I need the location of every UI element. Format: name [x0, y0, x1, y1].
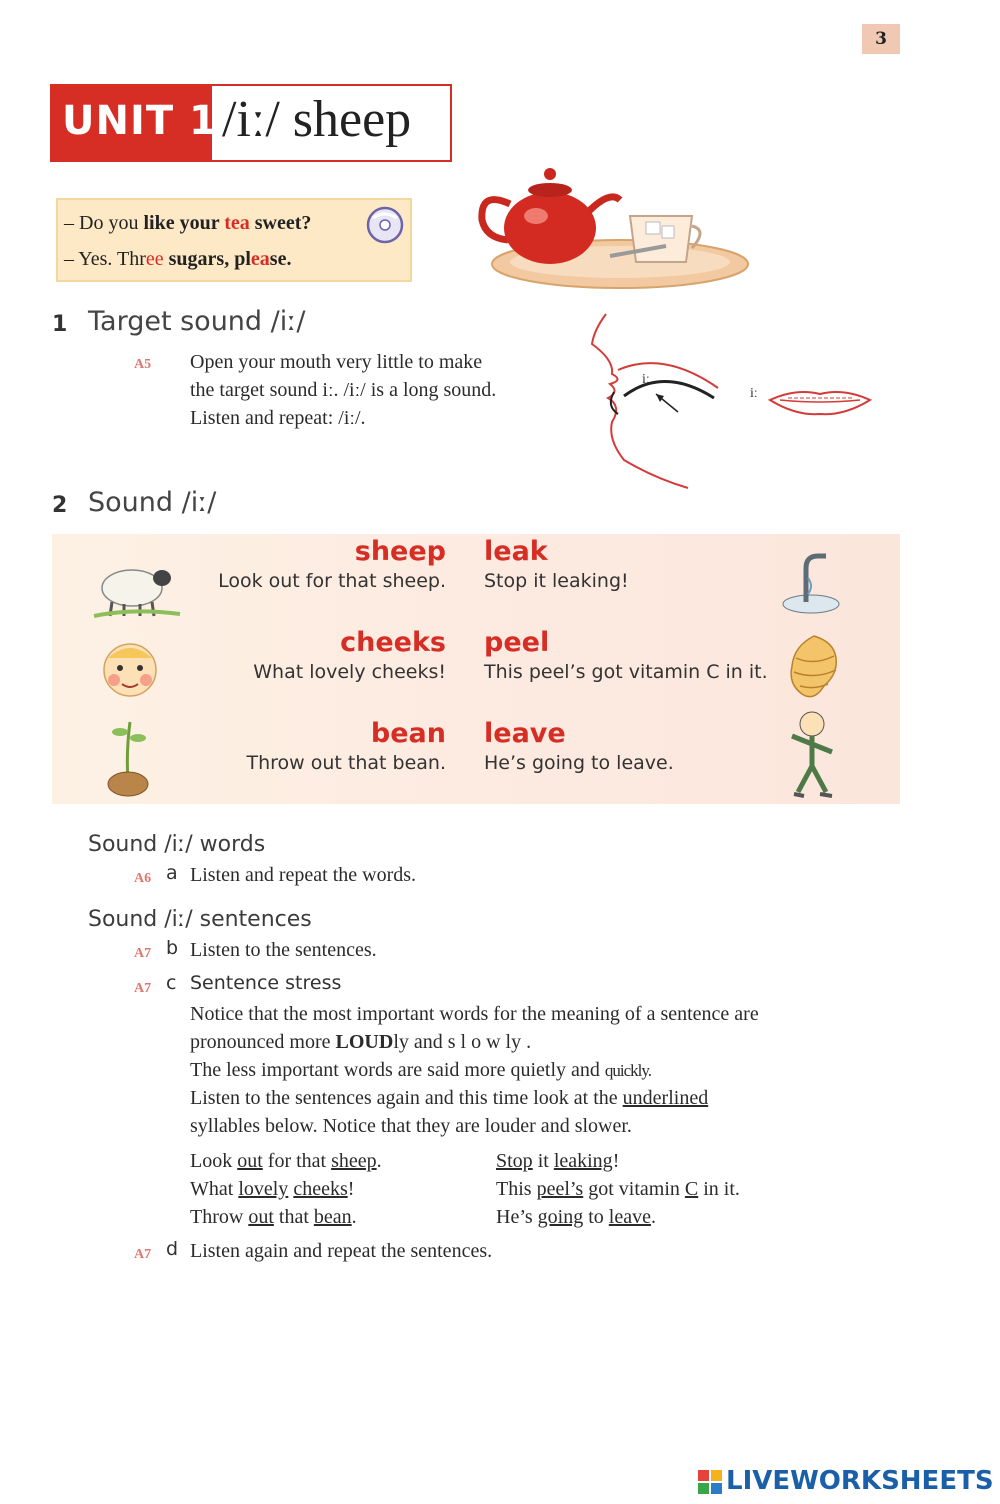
exercise-d-letter: d	[166, 1238, 179, 1260]
paragraph-text: Listen to the sentences again and this time look at the	[190, 1087, 623, 1109]
section-1-number: 1	[52, 312, 68, 337]
sentence-text: What	[190, 1178, 239, 1200]
sentence-text: got vitamin	[583, 1178, 685, 1200]
stress-sentences-left	[190, 1147, 382, 1231]
stressed-syllable: out	[237, 1150, 263, 1172]
exercise-a-letter: a	[166, 862, 178, 884]
sentence-text: .	[351, 1206, 357, 1228]
boy-leaving-icon	[780, 708, 842, 800]
phrase-cheeks: What lovely cheeks!	[253, 661, 446, 683]
dialogue-highlight: ee	[145, 248, 164, 270]
stressed-syllable: out	[248, 1206, 274, 1228]
leaking-tap-icon	[778, 546, 844, 616]
unit-label: UNIT 1	[62, 98, 218, 144]
stressed-syllable: Stop	[496, 1150, 533, 1172]
word-cheeks: cheeks	[340, 627, 446, 658]
sentence-text: that	[273, 1206, 314, 1228]
teapot-illustration	[470, 160, 752, 292]
exercise-d-text-part: Listen again and	[190, 1240, 328, 1262]
stress-sentence-left-3	[190, 1203, 382, 1231]
stressed-syllable: cheeks	[293, 1178, 348, 1200]
phrase-bean: Throw out that bean.	[246, 752, 446, 774]
stress-sentence-left-2	[190, 1175, 382, 1203]
underlined-word: underlined	[622, 1087, 709, 1109]
lips-label: iː	[750, 386, 758, 401]
bean-sprout-icon	[104, 712, 156, 798]
sentence-text: He’s	[496, 1206, 538, 1228]
sentence-text: This	[496, 1178, 537, 1200]
dialogue-text: – Do you	[64, 212, 144, 234]
stressed-syllable: leaking	[553, 1150, 613, 1172]
stress-paragraph-line-1: Notice that the most important words for the meaning of a sentence are	[190, 1003, 759, 1025]
watermark-rest: WORKSHEETS	[790, 1466, 994, 1496]
stress-sentence-right-1	[496, 1147, 740, 1175]
stressed-syllable: peel’s	[536, 1178, 584, 1200]
sentence-text: .	[650, 1206, 656, 1228]
sheep-icon	[92, 558, 182, 620]
section-2-number: 2	[52, 493, 68, 518]
section-1-text-line-2: the target sound iː. /iː/ is a long sound.	[190, 379, 497, 401]
audio-cd-icon	[364, 204, 406, 246]
audio-track-a6[interactable]: A6	[134, 871, 152, 886]
dialogue-highlight: tea	[224, 212, 250, 234]
audio-track-a7-c[interactable]: A7	[134, 981, 152, 996]
exercise-c-letter: c	[166, 972, 177, 994]
paragraph-text: The less important words are said more quietly and	[190, 1059, 605, 1081]
word-sheep: sheep	[354, 536, 446, 567]
section-1-title: Target sound /iː/	[88, 306, 306, 337]
section-1-text-line-3: Listen and repeat: /iː/.	[190, 407, 366, 429]
stressed-syllable: lovely	[238, 1178, 289, 1200]
sentence-text: in it.	[698, 1178, 740, 1200]
sentence-text: !	[612, 1150, 620, 1172]
dialogue-text: sugars, pl	[163, 248, 251, 270]
paragraph-text: ly and	[393, 1031, 448, 1053]
mouth-diagram-icon	[584, 310, 734, 492]
quickly-word: quickly.	[604, 1061, 652, 1080]
stress-sentence-right-3	[496, 1203, 740, 1231]
word-leak: leak	[484, 536, 548, 567]
stress-paragraph-line-3	[190, 1056, 651, 1085]
word-bean: bean	[370, 718, 446, 749]
audio-track-a7-d[interactable]: A7	[134, 1247, 152, 1262]
exercise-b-letter: b	[166, 937, 179, 959]
sound-words-title: Sound /iː/ words	[88, 832, 266, 857]
sentence-text: Look	[190, 1150, 238, 1172]
dialogue-text: like your	[143, 212, 225, 234]
watermark-prefix: LIVE	[726, 1466, 791, 1496]
section-2-title: Sound /iː/	[88, 487, 217, 518]
dialogue-text: sweet?	[249, 212, 312, 234]
dialogue-line-2	[64, 248, 291, 271]
stress-paragraph-line-4	[190, 1084, 708, 1112]
phrase-leak: Stop it leaking!	[484, 570, 629, 592]
dialogue-line-1	[64, 212, 311, 235]
stress-sentence-left-1	[190, 1147, 382, 1175]
audio-track-a7-b[interactable]: A7	[134, 946, 152, 961]
stressed-syllable: bean	[313, 1206, 352, 1228]
dialogue-highlight: ea	[250, 248, 270, 270]
stressed-syllable: leave	[608, 1206, 651, 1228]
liveworksheets-logo-icon	[698, 1470, 722, 1494]
cheeks-face-icon	[100, 638, 160, 700]
sentence-text: to	[583, 1206, 609, 1228]
slowly-word: s l o w ly .	[447, 1031, 532, 1053]
audio-track-a5[interactable]: A5	[134, 357, 152, 372]
exercise-d-text	[190, 1237, 492, 1265]
word-peel: peel	[484, 627, 550, 658]
paragraph-text: pronounced more	[190, 1031, 336, 1053]
stressed-syllable: going	[537, 1206, 584, 1228]
stress-paragraph-line-5: syllables below. Notice that they are louder and slower.	[190, 1115, 632, 1137]
sentence-text: it	[532, 1150, 554, 1172]
stress-paragraph-line-2	[190, 1028, 531, 1056]
word-leave: leave	[484, 718, 566, 749]
liveworksheets-watermark[interactable]	[726, 1466, 994, 1496]
section-1-text-line-1: Open your mouth very little to make	[190, 351, 483, 373]
exercise-d-text-part: repeat the sentences.	[327, 1240, 493, 1262]
unit-sound-title: /iː/ sheep	[222, 91, 412, 148]
orange-peel-icon	[784, 632, 844, 704]
exercise-b-text: Listen to the sentences.	[190, 939, 377, 961]
dialogue-text: – Yes. Thr	[64, 248, 146, 270]
sound-sentences-title: Sound /iː/ sentences	[88, 907, 312, 932]
stressed-syllable: C	[684, 1178, 699, 1200]
sentence-text: Throw	[190, 1206, 249, 1228]
sentence-text: for that	[262, 1150, 332, 1172]
stressed-syllable: sheep	[331, 1150, 377, 1172]
sentence-text: .	[376, 1150, 382, 1172]
sentence-stress-heading: Sentence stress	[190, 972, 342, 994]
diagram-label: iː	[642, 372, 650, 387]
lips-icon	[766, 384, 874, 418]
phrase-sheep: Look out for that sheep.	[218, 570, 446, 592]
stress-sentences-right	[496, 1147, 740, 1231]
phrase-leave: He’s going to leave.	[484, 752, 674, 774]
loud-word: LOUD	[335, 1031, 394, 1053]
exercise-a-text: Listen and repeat the words.	[190, 864, 417, 886]
stress-sentence-right-2	[496, 1175, 740, 1203]
sentence-text: !	[347, 1178, 355, 1200]
dialogue-text: se.	[269, 248, 292, 270]
phrase-peel: This peel’s got vitamin C in it.	[484, 661, 768, 683]
page-number: 3	[862, 24, 900, 54]
